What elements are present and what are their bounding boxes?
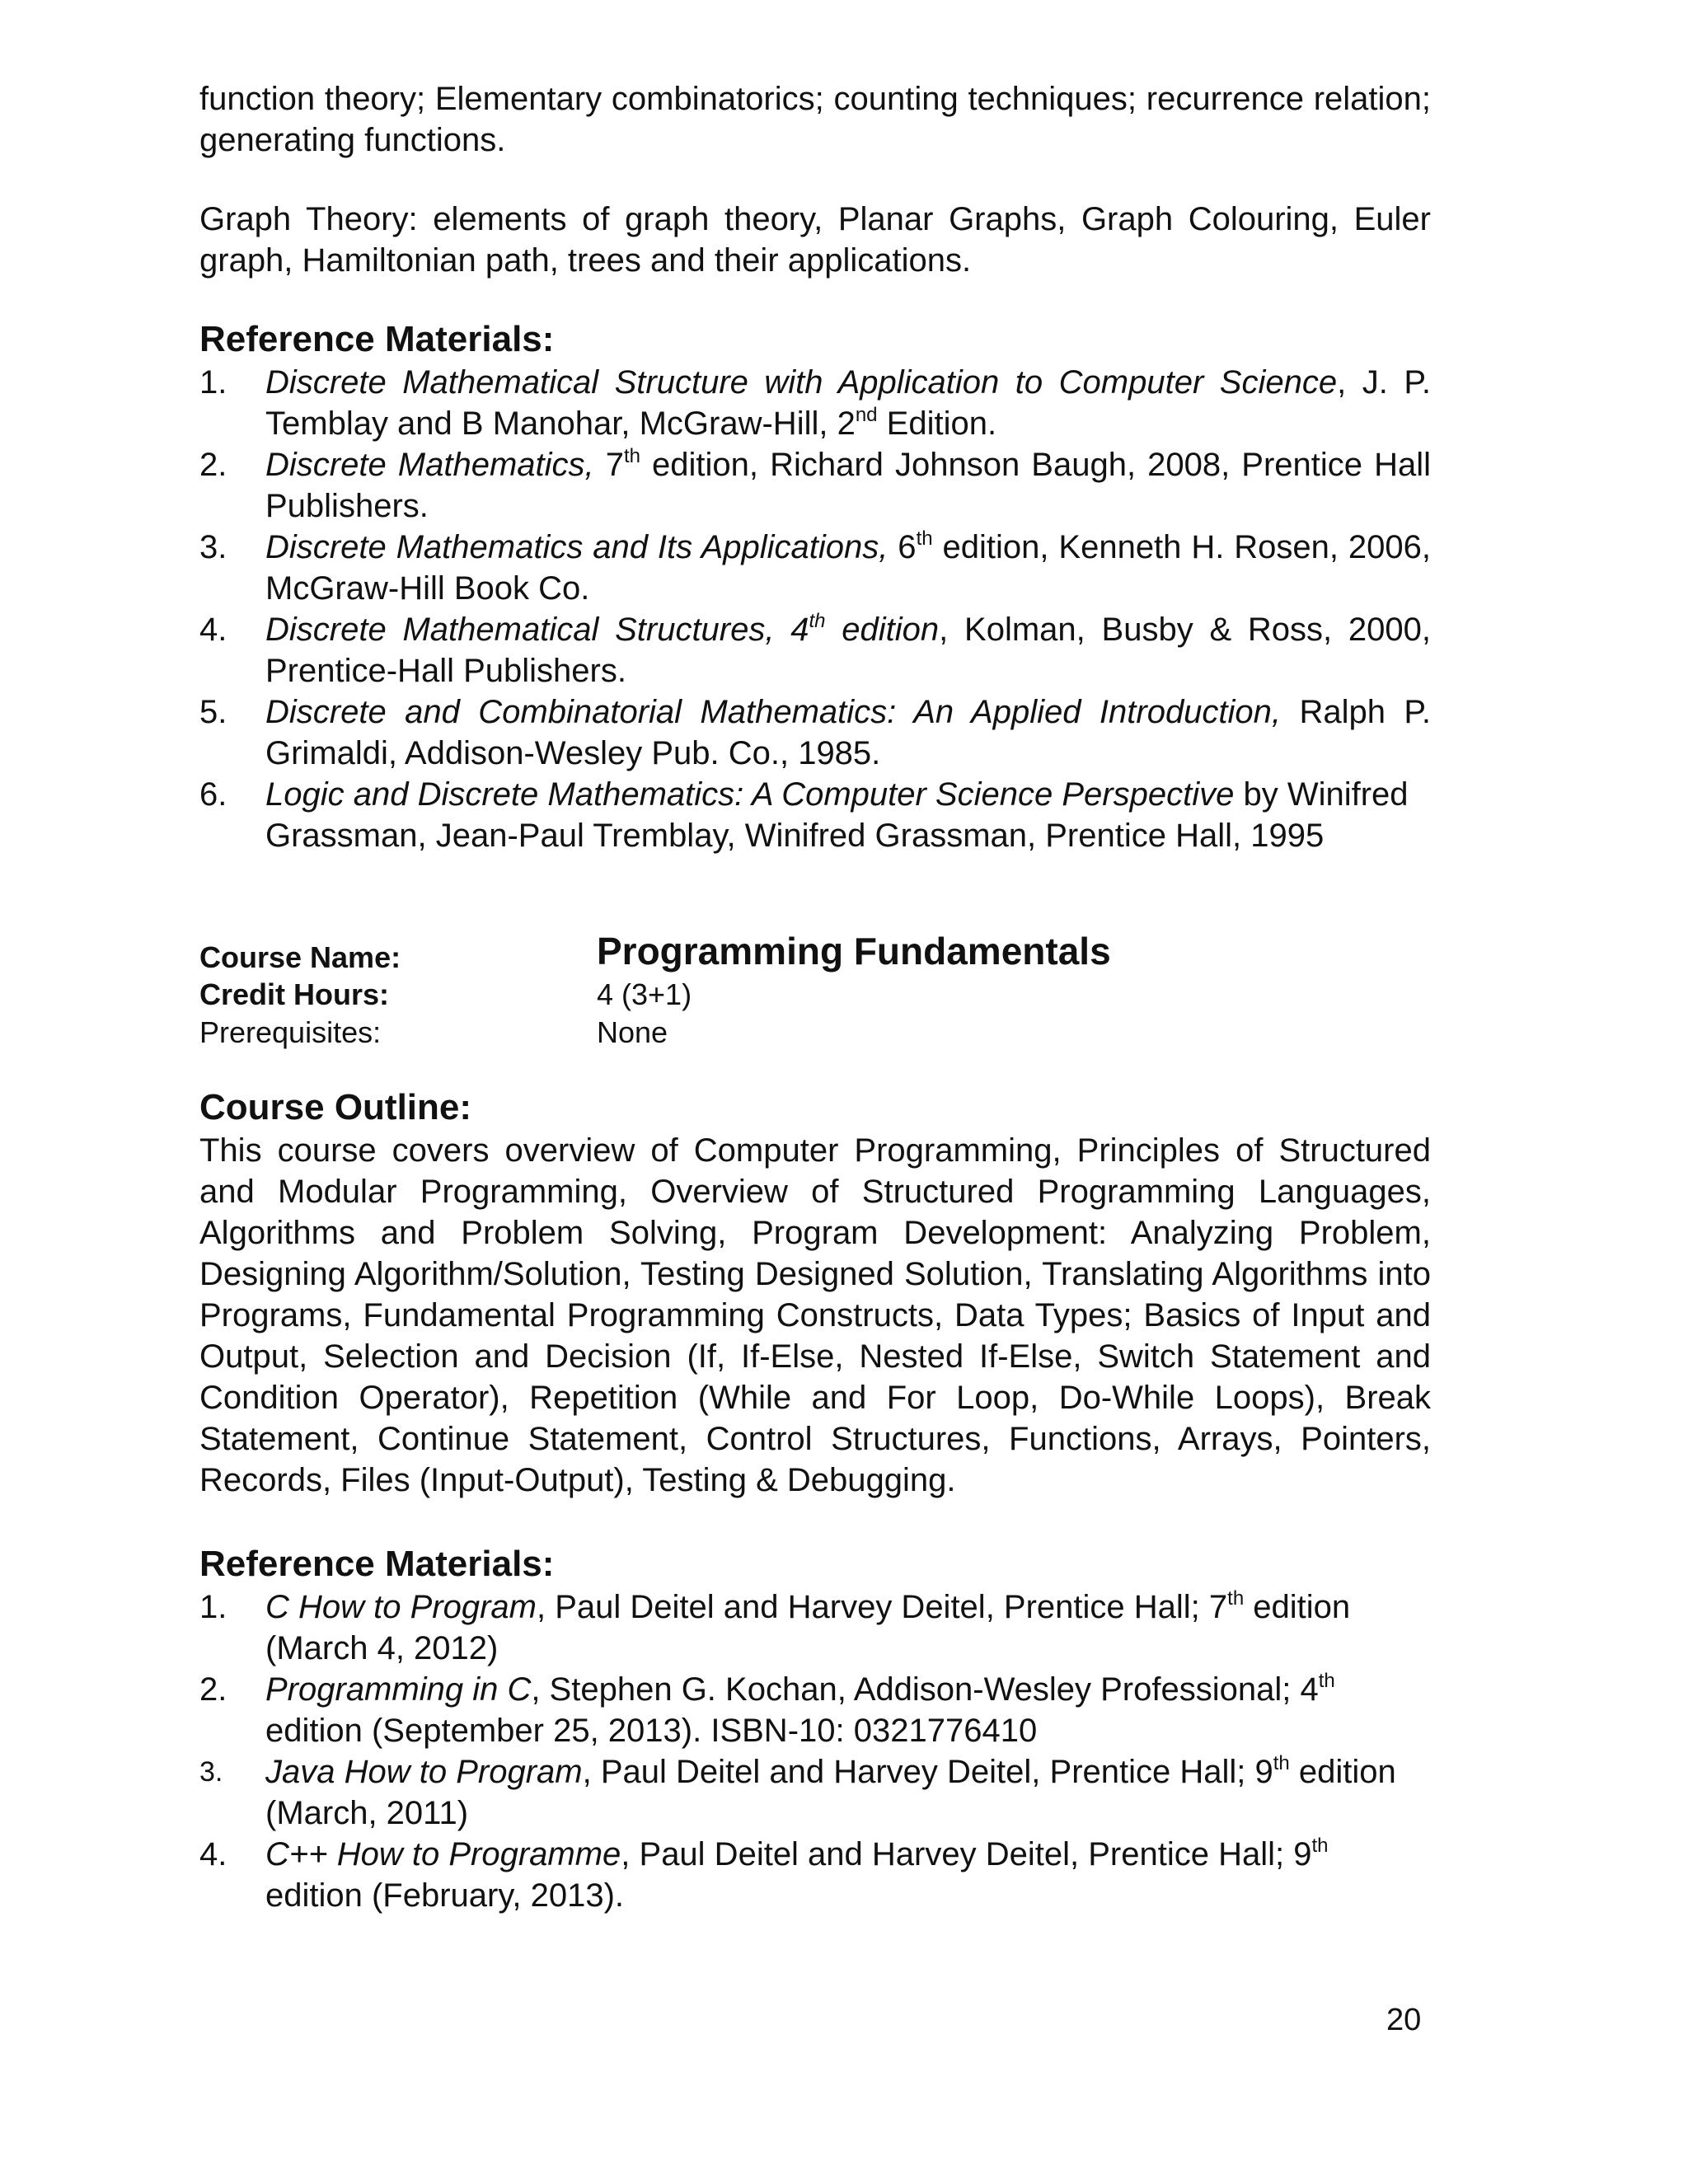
ordinal-superscript: th [1273, 1752, 1290, 1774]
reference-item [199, 1586, 1431, 1669]
reference-title: Discrete Mathematical Structures, 4 [265, 612, 809, 648]
reference-item [199, 609, 1431, 691]
reference-item [199, 362, 1431, 444]
reference-details: edition, Richard Johnson Baugh, 2008, Prentice Hall Publishers. [265, 447, 1432, 524]
intro-paragraph-1: function theory; Elementary combinatorics; counting techniques; recurrence relation; generating functions. [199, 81, 1431, 158]
reference-details: , Stephen G. Kochan, Addison-Wesley Professional; 4 [531, 1671, 1319, 1708]
reference-details: by Winifred Grassman, Jean-Paul Tremblay, Winifred Grassman, Prentice Hall, 1995 [265, 776, 1409, 854]
course-info [199, 929, 1431, 1049]
reference-title: C++ How to Programme [265, 1836, 621, 1872]
ordinal-superscript: nd [855, 404, 878, 426]
course-outline-heading: Course Outline: [199, 1087, 472, 1127]
course-outline-text: This course covers overview of Computer Programming, Principles of Structured and Modular Programming, Overview of Structured Programming Languages, Algorithms and Problem Solving, Program Development: Analyzing Problem, Designing Algorithm/Solution, Testing Designed Solution, Translating Algorithms into Programs, Fundamental Programming Constructs, Data Types; Basics of Input and Output, Selection and Decision (If, If-Else, Nested If-Else, Switch Statement and Condition Operator), Repetition (While and For Loop, Do-While Loops), Break Statement, Continue Statement, Control Structures, Functions, Arrays, Pointers, Records, Files (Input-Output), Testing & Debugging. [199, 1132, 1431, 1498]
reference-details: edition (September 25, 2013). ISBN-10: 0321776410 [265, 1713, 1038, 1749]
intro-paragraph-2: Graph Theory: elements of graph theory, Planar Graphs, Graph Colouring, Euler graph, Hamiltonian path, trees and their applications. [199, 201, 1431, 279]
reference-list-1 [199, 362, 1431, 856]
reference-title: Logic and Discrete Mathematics: A Computer Science Perspective [265, 776, 1235, 813]
reference-number: 2. [199, 1671, 227, 1708]
reference-materials-heading-2: Reference Materials: [199, 1544, 555, 1584]
prerequisites-value: None [597, 1015, 668, 1049]
reference-title: C How to Program [265, 1589, 537, 1625]
reference-item [199, 1751, 1431, 1834]
ordinal-superscript: th [1311, 1835, 1329, 1857]
reference-item [199, 1834, 1431, 1916]
course-name-value: Programming Fundamentals [597, 930, 1111, 972]
reference-title: Discrete Mathematics, [265, 447, 594, 483]
credit-hours-value: 4 (3+1) [597, 977, 692, 1011]
reference-number: 2. [199, 447, 227, 483]
reference-details: Edition. [877, 405, 997, 442]
reference-title: Discrete and Combinatorial Mathematics: An Applied Introduction, [265, 694, 1282, 730]
reference-title: edition [825, 612, 940, 648]
ordinal-superscript: th [916, 527, 933, 550]
course-name-label: Course Name: [199, 940, 401, 974]
reference-details: Ralph P. Grimaldi, Addison-Wesley Pub. Co., 1985. [265, 694, 1432, 771]
reference-item [199, 774, 1431, 856]
reference-title: Discrete Mathematics and Its Applications, [265, 529, 889, 565]
reference-item [199, 527, 1431, 609]
reference-item [199, 444, 1431, 527]
reference-details: 7 [593, 447, 624, 483]
reference-details: , Kolman, Busby & Ross, 2000, Prentice-Hall Publishers. [265, 612, 1431, 689]
reference-details: edition (February, 2013). [265, 1877, 625, 1914]
reference-title: Programming in C [265, 1671, 532, 1708]
reference-details: 6 [888, 529, 917, 565]
reference-details: edition, Kenneth H. Rosen, 2006, McGraw-Hill Book Co. [265, 529, 1432, 607]
reference-title: Discrete Mathematical Structure with Application to Computer Science [265, 364, 1338, 401]
reference-materials-heading-1: Reference Materials: [199, 319, 555, 359]
reference-details: , Paul Deitel and Harvey Deitel, Prentice Hall; 7 [536, 1589, 1228, 1625]
page-number: 20 [1386, 2003, 1422, 2037]
reference-number: 4. [199, 1836, 227, 1872]
prerequisites-label: Prerequisites: [199, 1015, 382, 1049]
reference-item [199, 691, 1431, 774]
reference-number: 3. [199, 529, 227, 565]
reference-details: , Paul Deitel and Harvey Deitel, Prentice Hall; 9 [621, 1836, 1312, 1872]
reference-details: , Paul Deitel and Harvey Deitel, Prentice Hall; 9 [582, 1754, 1273, 1790]
reference-title: Java How to Program [265, 1754, 583, 1790]
ordinal-superscript: th [623, 445, 640, 467]
reference-number: 1. [199, 1589, 227, 1625]
ordinal-superscript: th [1227, 1587, 1245, 1610]
reference-number: 5. [199, 694, 227, 730]
reference-number: 6. [199, 776, 227, 813]
reference-number: 1. [199, 364, 227, 401]
reference-details: , J. P. Temblay and B Manohar, McGraw-Hill, 2 [265, 364, 1431, 442]
ordinal-superscript: th [1318, 1670, 1335, 1692]
reference-details: edition (March, 2011) [265, 1754, 1396, 1831]
reference-item [199, 1669, 1431, 1751]
reference-number: 3. [199, 1756, 223, 1788]
reference-details: edition (March 4, 2012) [265, 1589, 1351, 1666]
reference-number: 4. [199, 612, 227, 648]
credit-hours-label: Credit Hours: [199, 977, 390, 1011]
reference-list-2 [199, 1586, 1431, 1916]
ordinal-superscript: th [809, 610, 826, 632]
document-page [199, 78, 1431, 1916]
